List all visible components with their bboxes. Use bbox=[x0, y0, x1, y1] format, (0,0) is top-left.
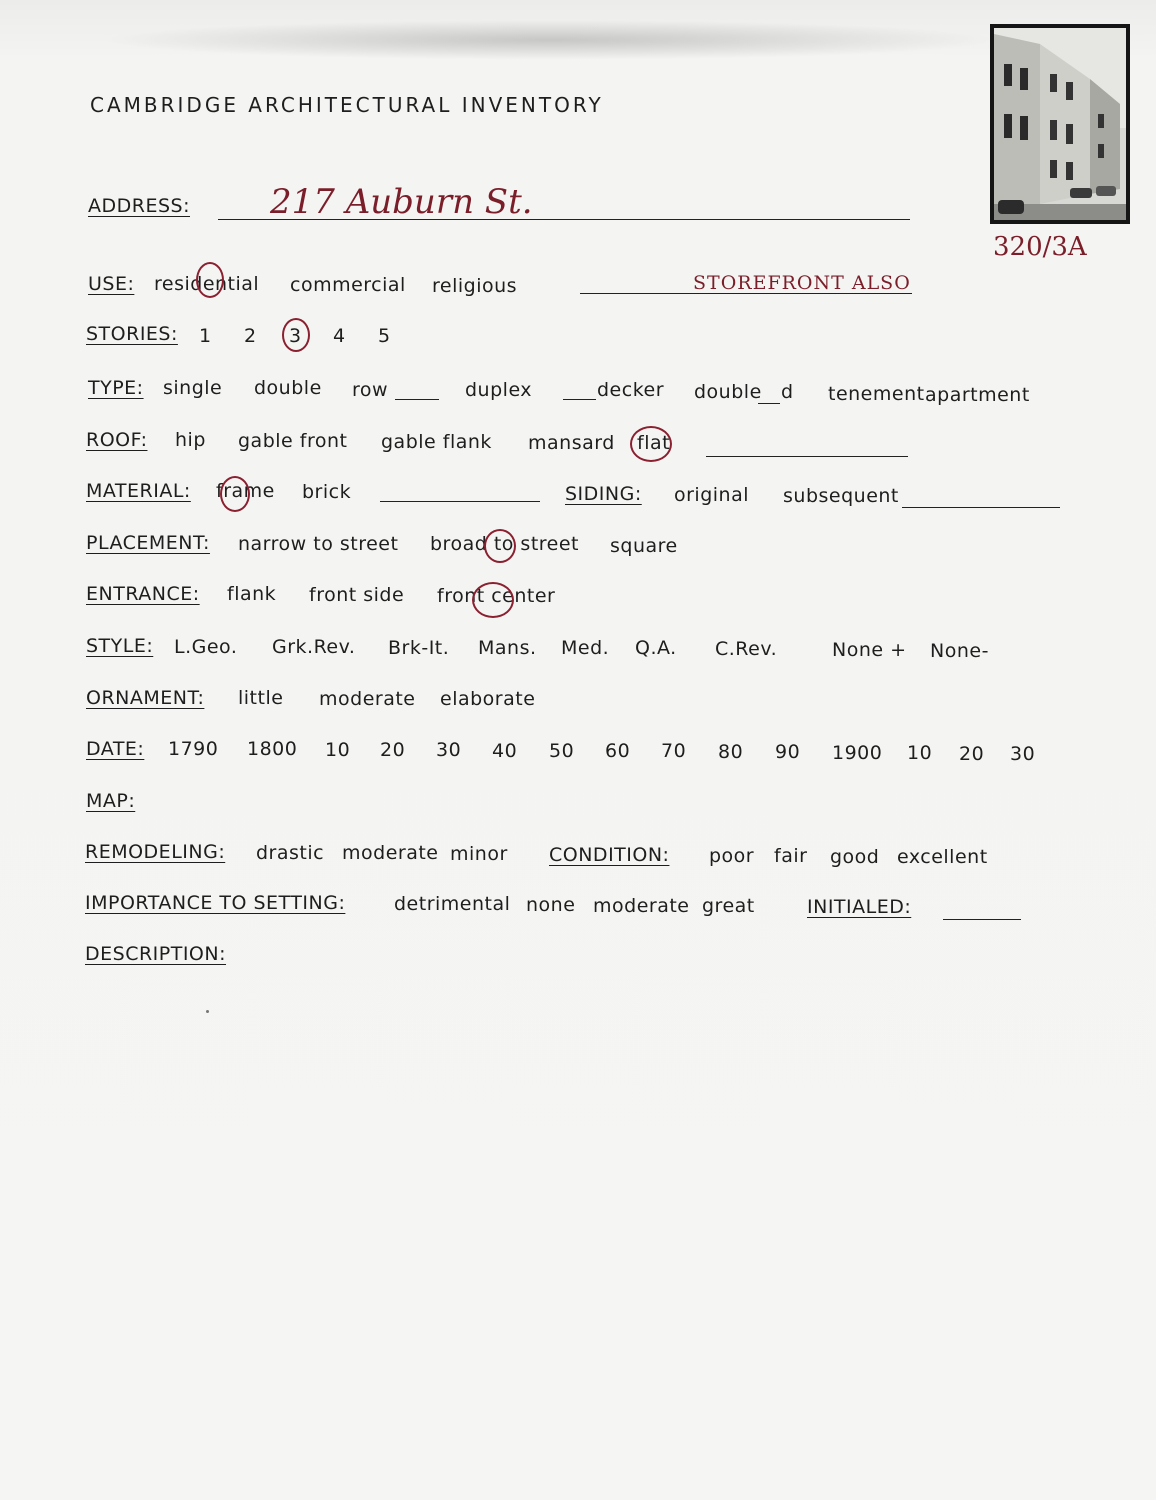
use-option-religious: religious bbox=[432, 275, 518, 297]
date-option: 10 bbox=[325, 739, 351, 761]
style-option-none-plus: None + bbox=[832, 639, 907, 661]
ornament-option-moderate: moderate bbox=[319, 688, 416, 710]
style-label: STYLE: bbox=[86, 635, 154, 657]
date-option: 20 bbox=[959, 743, 985, 765]
placement-option-square: square bbox=[610, 535, 678, 557]
siding-other-line bbox=[902, 507, 1060, 508]
building-photo bbox=[990, 24, 1130, 224]
remodeling-option-moderate: moderate bbox=[342, 842, 439, 864]
selection-circle bbox=[630, 426, 672, 462]
initialed-label: INITIALED: bbox=[807, 896, 912, 918]
placement-label: PLACEMENT: bbox=[86, 532, 210, 554]
style-option-grkrev: Grk.Rev. bbox=[272, 636, 356, 658]
date-option: 10 bbox=[907, 742, 933, 764]
form-title: CAMBRIDGE ARCHITECTURAL INVENTORY bbox=[90, 93, 604, 117]
style-option-med: Med. bbox=[561, 637, 610, 659]
roof-option-hip: hip bbox=[175, 429, 206, 451]
type-option-tenement: tenement bbox=[828, 383, 925, 405]
style-option-brkit: Brk-It. bbox=[388, 637, 450, 659]
roof-option-mansard: mansard bbox=[528, 432, 615, 454]
stories-option-2: 2 bbox=[244, 325, 257, 347]
type-option-decker: decker bbox=[597, 379, 665, 401]
style-option-qa: Q.A. bbox=[635, 637, 677, 659]
roof-option-gable-flank: gable flank bbox=[381, 431, 492, 453]
roof-option-gable-front: gable front bbox=[238, 430, 348, 452]
style-option-lgeo: L.Geo. bbox=[174, 636, 238, 658]
type-option-row: row bbox=[352, 379, 389, 401]
date-option: 70 bbox=[661, 740, 687, 762]
date-option: 1900 bbox=[832, 742, 883, 764]
style-option-none-minus: None- bbox=[930, 640, 989, 662]
date-option: 90 bbox=[775, 741, 801, 763]
siding-option-original: original bbox=[674, 484, 750, 506]
ornament-label: ORNAMENT: bbox=[86, 687, 205, 709]
use-note: STOREFRONT ALSO bbox=[693, 272, 911, 294]
style-option-crev: C.Rev. bbox=[715, 638, 778, 660]
condition-option-excellent: excellent bbox=[897, 846, 988, 868]
remodeling-label: REMODELING: bbox=[85, 841, 226, 863]
material-label: MATERIAL: bbox=[86, 480, 191, 502]
selection-circle bbox=[282, 318, 310, 352]
style-option-mans: Mans. bbox=[478, 637, 537, 659]
material-option-frame: frame bbox=[216, 480, 275, 502]
date-option: 40 bbox=[492, 740, 518, 762]
ornament-option-little: little bbox=[238, 687, 284, 709]
description-label: DESCRIPTION: bbox=[85, 943, 227, 965]
material-option-brick: brick bbox=[302, 481, 352, 503]
remodeling-option-minor: minor bbox=[450, 843, 508, 865]
date-option: 80 bbox=[718, 741, 744, 763]
type-option-d-suffix: d bbox=[781, 381, 794, 403]
condition-option-poor: poor bbox=[709, 845, 755, 867]
condition-label: CONDITION: bbox=[549, 844, 670, 866]
type-row-blank bbox=[395, 399, 439, 400]
map-label: MAP: bbox=[86, 790, 136, 812]
importance-option-none: none bbox=[526, 894, 576, 916]
entrance-option-flank: flank bbox=[227, 583, 277, 605]
importance-option-moderate: moderate bbox=[593, 895, 690, 917]
importance-option-great: great bbox=[702, 895, 755, 917]
use-option-residential: residential bbox=[154, 273, 260, 295]
type-label: TYPE: bbox=[88, 377, 144, 399]
importance-label: IMPORTANCE TO SETTING: bbox=[85, 892, 346, 914]
placement-option-broad: broad to street bbox=[430, 533, 580, 555]
selection-circle bbox=[196, 262, 224, 298]
ornament-option-elaborate: elaborate bbox=[440, 688, 536, 710]
remodeling-option-drastic: drastic bbox=[256, 842, 325, 864]
scan-smudge bbox=[100, 20, 1000, 60]
date-option: 60 bbox=[605, 740, 631, 762]
entrance-option-front-center: front center bbox=[437, 585, 556, 607]
stories-option-5: 5 bbox=[378, 325, 391, 347]
condition-option-good: good bbox=[830, 846, 880, 868]
selection-circle bbox=[220, 476, 250, 512]
selection-circle bbox=[472, 582, 514, 618]
use-option-commercial: commercial bbox=[290, 274, 406, 296]
photo-number: 320/3A bbox=[993, 232, 1087, 262]
entrance-label: ENTRANCE: bbox=[86, 583, 200, 605]
stories-label: STORIES: bbox=[86, 323, 178, 345]
date-option: 50 bbox=[549, 740, 575, 762]
type-option-single: single bbox=[163, 377, 223, 399]
entrance-option-front-side: front side bbox=[309, 584, 405, 606]
date-label: DATE: bbox=[86, 738, 145, 760]
type-option-duplex: duplex bbox=[465, 379, 533, 401]
date-option: 30 bbox=[436, 739, 462, 761]
material-other-line bbox=[380, 501, 540, 502]
placement-option-narrow: narrow to street bbox=[238, 533, 399, 555]
type-double-d-blank bbox=[758, 403, 780, 404]
address-label: ADDRESS: bbox=[88, 195, 190, 217]
scan-speck bbox=[206, 1010, 209, 1013]
type-decker-blank bbox=[563, 399, 596, 400]
address-value: 217 Auburn St. bbox=[270, 182, 533, 222]
selection-circle bbox=[484, 529, 516, 563]
date-option: 30 bbox=[1010, 743, 1036, 765]
date-option: 1800 bbox=[247, 738, 298, 760]
roof-option-flat: flat bbox=[637, 432, 671, 454]
type-option-apartment: apartment bbox=[925, 384, 1030, 406]
roof-label: ROOF: bbox=[86, 429, 148, 451]
roof-other-line bbox=[706, 456, 908, 457]
importance-option-detrimental: detrimental bbox=[394, 893, 511, 915]
type-option-double: double bbox=[254, 377, 322, 399]
stories-option-4: 4 bbox=[333, 325, 346, 347]
siding-label: SIDING: bbox=[565, 483, 642, 505]
date-option: 20 bbox=[380, 739, 406, 761]
condition-option-fair: fair bbox=[774, 845, 808, 867]
siding-option-subsequent: subsequent bbox=[783, 485, 899, 507]
date-option: 1790 bbox=[168, 738, 219, 760]
initialed-line bbox=[943, 919, 1021, 920]
use-label: USE: bbox=[88, 273, 135, 295]
type-option-double-d: double bbox=[694, 381, 762, 403]
stories-option-3: 3 bbox=[289, 325, 302, 347]
stories-option-1: 1 bbox=[199, 325, 212, 347]
